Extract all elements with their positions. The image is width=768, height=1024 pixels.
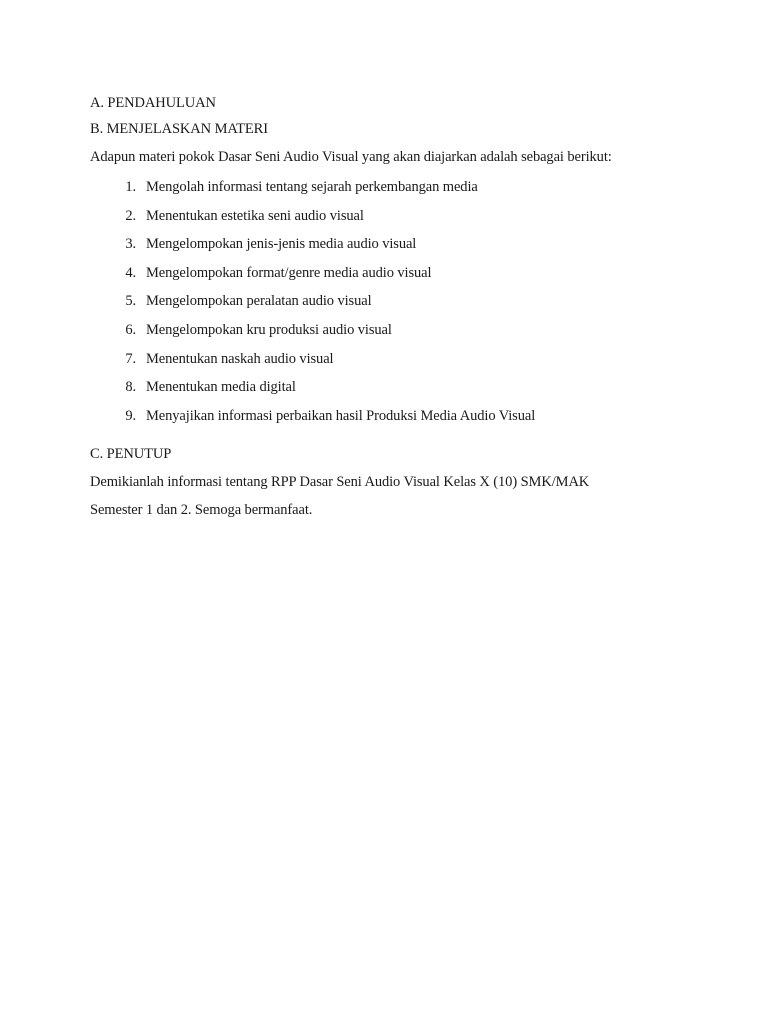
closing-paragraph-line-2: Semester 1 dan 2. Semoga bermanfaat. [90, 502, 313, 519]
list-item [90, 405, 710, 434]
list-item [90, 262, 710, 291]
list-item [90, 205, 710, 234]
list-item-number: 5. [125, 293, 136, 310]
list-item-text: Mengelompokan kru produksi audio visual [146, 321, 392, 338]
section-b-heading: B. MENJELASKAN MATERI [90, 121, 268, 137]
closing-paragraph-line-1: Demikianlah informasi tentang RPP Dasar Seni Audio Visual Kelas X (10) SMK/MAK [90, 474, 590, 491]
list-item-number: 1. [125, 179, 136, 195]
list-item-text: Mengolah informasi tentang sejarah perkembangan media [146, 179, 478, 195]
list-item-number: 4. [125, 264, 136, 281]
section-c-heading: C. PENUTUP [90, 446, 172, 463]
list-item [90, 233, 710, 262]
list-item-text: Mengelompokan format/genre media audio visual [146, 264, 432, 281]
list-item-number: 7. [125, 350, 136, 367]
document-page [90, 92, 710, 527]
list-item-text: Menyajikan informasi perbaikan hasil Produksi Media Audio Visual [146, 407, 536, 424]
list-item-text: Mengelompokan jenis-jenis media audio visual [146, 236, 417, 253]
list-item-number: 8. [125, 379, 136, 396]
list-item-number: 9. [125, 407, 136, 424]
list-item-number: 3. [125, 236, 136, 253]
list-item-number: 6. [125, 321, 136, 338]
section-a-heading: A. PENDAHULUAN [90, 95, 216, 111]
list-item-number: 2. [125, 207, 136, 224]
list-item-text: Menentukan naskah audio visual [146, 350, 334, 367]
list-item [90, 290, 710, 319]
list-item-text: Menentukan estetika seni audio visual [146, 207, 364, 224]
list-item-text: Menentukan media digital [146, 379, 296, 396]
list-item [90, 176, 710, 205]
list-item [90, 376, 710, 405]
list-item [90, 319, 710, 348]
intro-paragraph: Adapun materi pokok Dasar Seni Audio Visual yang akan diajarkan adalah sebagai berikut: [90, 149, 612, 165]
list-item-text: Mengelompokan peralatan audio visual [146, 293, 372, 310]
list-item [90, 348, 710, 377]
materi-list [90, 176, 710, 433]
